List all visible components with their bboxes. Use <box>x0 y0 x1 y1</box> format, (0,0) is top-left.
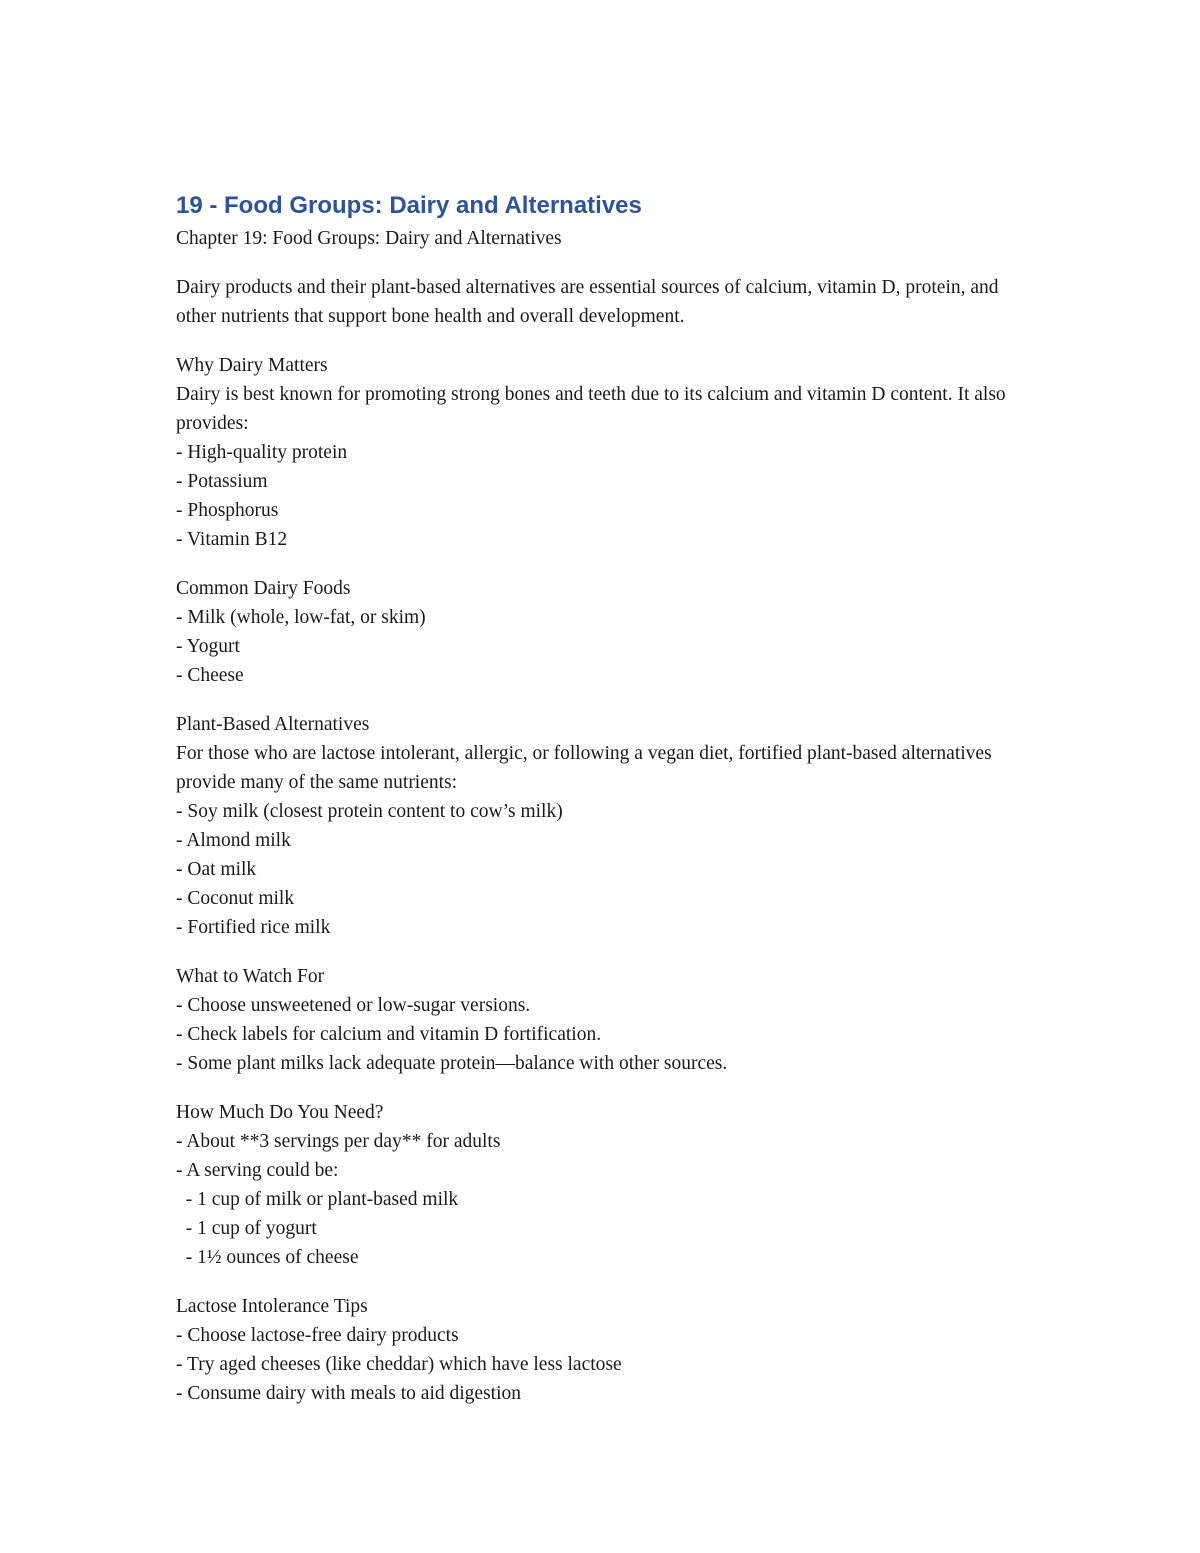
section-title: Lactose Intolerance Tips <box>176 1296 368 1317</box>
section-title: Plant-Based Alternatives <box>176 714 370 735</box>
list-item: - Soy milk (closest protein content to cow’s milk) <box>176 801 563 822</box>
section-what-to-watch-for <box>176 962 1036 1078</box>
list-item: - Consume dairy with meals to aid digestion <box>176 1383 521 1404</box>
list-item: - Potassium <box>176 471 268 492</box>
section-title: Common Dairy Foods <box>176 578 351 599</box>
list-item: - Phosphorus <box>176 500 279 521</box>
list-item: - A serving could be: <box>176 1160 339 1181</box>
section-title: Why Dairy Matters <box>176 355 328 376</box>
list-item: - About **3 servings per day** for adults <box>176 1131 501 1152</box>
list-item: - Fortified rice milk <box>176 917 331 938</box>
page-title: 19 - Food Groups: Dairy and Alternatives <box>176 192 642 219</box>
list-item: - Oat milk <box>176 859 257 880</box>
list-item: - Coconut milk <box>176 888 295 909</box>
section-lactose-intolerance-tips <box>176 1292 1036 1408</box>
list-item: - Choose lactose-free dairy products <box>176 1325 459 1346</box>
list-item: - Some plant milks lack adequate protein—balance with other sources. <box>176 1053 728 1074</box>
list-item: - 1½ ounces of cheese <box>176 1247 359 1268</box>
section-title: What to Watch For <box>176 966 325 987</box>
list-item: - Try aged cheeses (like cheddar) which have less lactose <box>176 1354 622 1375</box>
list-item: - Almond milk <box>176 830 291 851</box>
list-item: - Vitamin B12 <box>176 529 288 550</box>
chapter-subtitle: Chapter 19: Food Groups: Dairy and Alternatives <box>176 228 562 249</box>
section-why-dairy-matters <box>176 351 1036 554</box>
list-item: - 1 cup of milk or plant-based milk <box>176 1189 459 1210</box>
section-how-much-do-you-need <box>176 1098 1036 1272</box>
section-title: How Much Do You Need? <box>176 1102 384 1123</box>
list-item: - 1 cup of yogurt <box>176 1218 317 1239</box>
section-text: For those who are lactose intolerant, allergic, or following a vegan diet, fortified plant-based alternatives provide many of the same nutrients: <box>176 743 992 793</box>
section-plant-based-alternatives <box>176 710 1036 942</box>
list-item: - High-quality protein <box>176 442 348 463</box>
section-common-dairy-foods <box>176 574 1036 690</box>
list-item: - Milk (whole, low-fat, or skim) <box>176 607 426 628</box>
section-text: Dairy is best known for promoting strong bones and teeth due to its calcium and vitamin D content. It also provides: <box>176 384 1006 434</box>
document-body <box>176 188 1036 1408</box>
list-item: - Choose unsweetened or low-sugar versions. <box>176 995 531 1016</box>
list-item: - Cheese <box>176 665 244 686</box>
intro-paragraph: Dairy products and their plant-based alternatives are essential sources of calcium, vitamin D, protein, and other nutrients that support bone health and overall development. <box>176 277 999 327</box>
list-item: - Check labels for calcium and vitamin D fortification. <box>176 1024 602 1045</box>
list-item: - Yogurt <box>176 636 240 657</box>
